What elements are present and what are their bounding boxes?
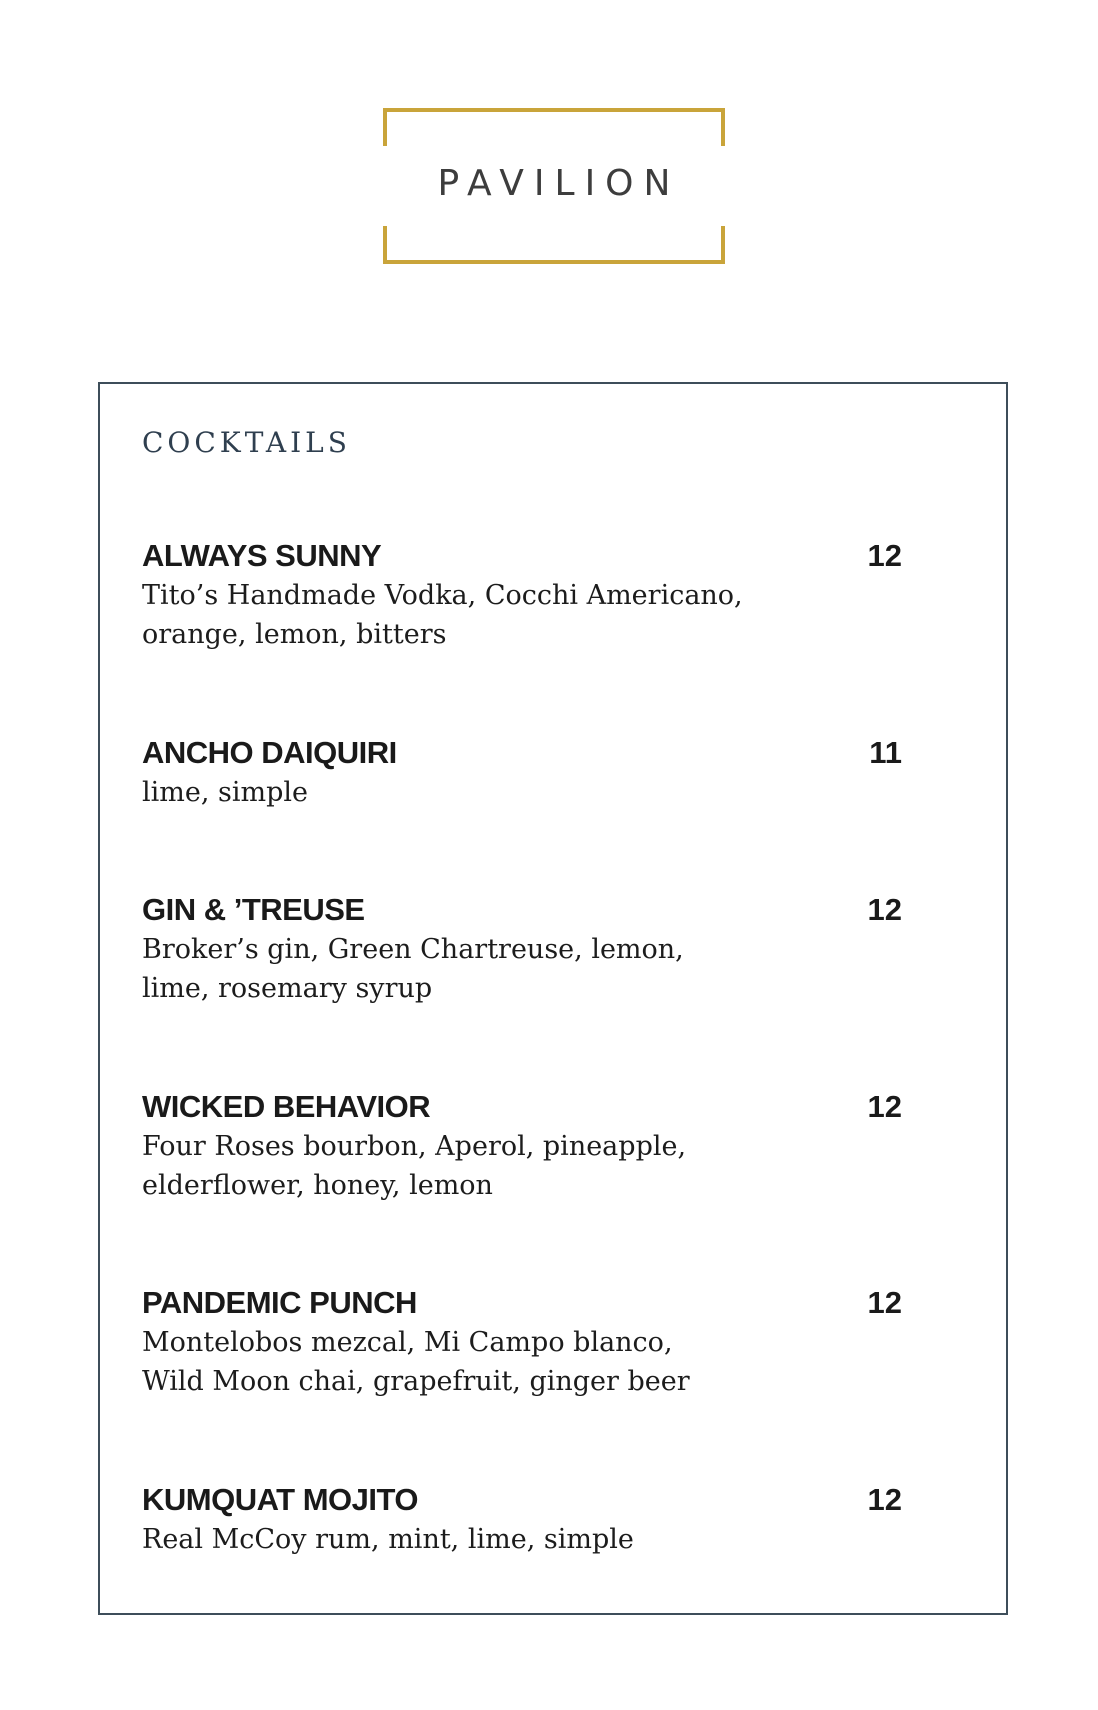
item-price: 11 bbox=[869, 735, 902, 770]
logo-frame-top bbox=[383, 108, 725, 146]
menu-item-gin-treuse bbox=[142, 890, 902, 1008]
menu-item-kumquat-mojito bbox=[142, 1480, 902, 1559]
item-name: ANCHO DAIQUIRI bbox=[142, 735, 397, 770]
item-description bbox=[142, 930, 782, 1008]
logo-frame-bottom bbox=[383, 226, 725, 264]
description-line: elderflower, honey, lemon bbox=[142, 1170, 493, 1201]
description-line: Four Roses bourbon, Aperol, pineapple, bbox=[142, 1131, 687, 1162]
item-price: 12 bbox=[867, 1089, 902, 1124]
cocktail-menu bbox=[98, 382, 1008, 1615]
item-price: 12 bbox=[867, 1285, 902, 1320]
item-description bbox=[142, 576, 782, 654]
description-line: Tito’s Handmade Vodka, Cocchi Americano, bbox=[142, 580, 743, 611]
description-line: Wild Moon chai, grapefruit, ginger beer bbox=[142, 1366, 690, 1397]
item-description bbox=[142, 1127, 782, 1205]
description-line: Montelobos mezcal, Mi Campo blanco, bbox=[142, 1327, 673, 1358]
menu-item-pandemic-punch bbox=[142, 1283, 902, 1401]
item-name: WICKED BEHAVIOR bbox=[142, 1089, 431, 1124]
menu-item-always-sunny bbox=[142, 536, 902, 654]
description-line: orange, lemon, bitters bbox=[142, 619, 447, 650]
brand-name: PAVILION bbox=[437, 163, 681, 204]
pavilion-logo bbox=[383, 108, 725, 264]
description-line: lime, simple bbox=[142, 777, 309, 808]
description-line: Real McCoy rum, mint, lime, simple bbox=[142, 1524, 634, 1555]
item-description bbox=[142, 773, 782, 812]
item-name: PANDEMIC PUNCH bbox=[142, 1285, 417, 1320]
item-price: 12 bbox=[867, 1482, 902, 1517]
item-name: GIN & ’TREUSE bbox=[142, 892, 365, 927]
description-line: lime, rosemary syrup bbox=[142, 973, 433, 1004]
item-name: KUMQUAT MOJITO bbox=[142, 1482, 419, 1517]
item-price: 12 bbox=[867, 892, 902, 927]
item-description bbox=[142, 1520, 782, 1559]
menu-item-ancho-daiquiri bbox=[142, 733, 902, 812]
item-name: ALWAYS SUNNY bbox=[142, 538, 382, 573]
item-price: 12 bbox=[867, 538, 902, 573]
section-title: COCKTAILS bbox=[142, 426, 351, 459]
description-line: Broker’s gin, Green Chartreuse, lemon, bbox=[142, 934, 684, 965]
item-description bbox=[142, 1323, 782, 1401]
menu-item-wicked-behavior bbox=[142, 1087, 902, 1205]
